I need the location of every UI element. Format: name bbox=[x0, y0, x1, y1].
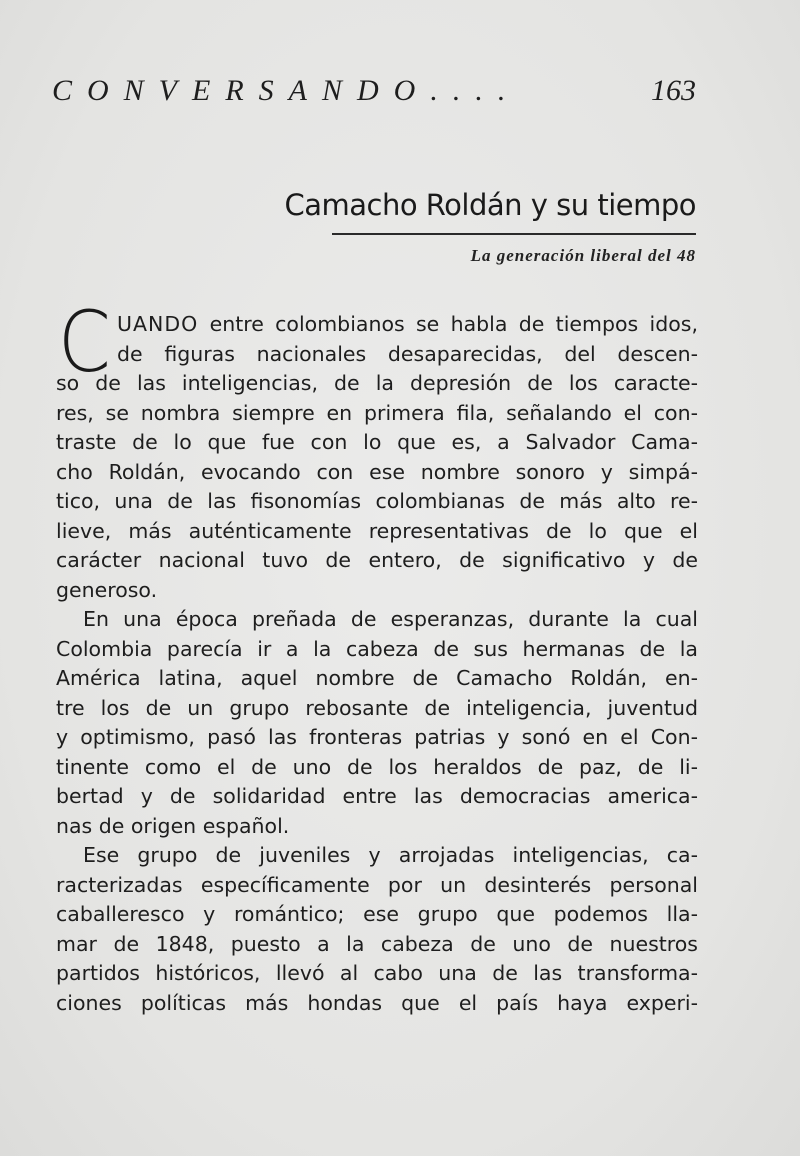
text-line: so de las inteligencias, de la depresión de los caracte- bbox=[56, 371, 698, 395]
text-line: racterizadas específicamente por un desinterés personal bbox=[56, 872, 698, 897]
title-underline bbox=[332, 233, 696, 235]
text-line: tinente como el de uno de los heraldos de paz, de li- bbox=[56, 754, 698, 779]
text-line: traste de lo que fue con lo que es, a Salvador Cama- bbox=[56, 430, 698, 454]
text-line: de figuras nacionales desaparecidas, del descen- bbox=[117, 341, 698, 366]
text-line: bertad y de solidaridad entre las democracias america- bbox=[56, 784, 698, 808]
first-word-smallcaps: UANDO bbox=[117, 312, 199, 336]
text-line: ciones políticas más hondas que el país haya experi- bbox=[56, 990, 698, 1015]
text-line: En una época preñada de esperanzas, durante la cual bbox=[83, 607, 698, 631]
text-line: generoso. bbox=[56, 577, 158, 602]
text-line: lieve, más auténticamente representativas de lo que el bbox=[56, 518, 698, 543]
text-line: mar de 1848, puesto a la cabeza de uno de nuestros bbox=[56, 931, 698, 956]
text-line: Ese grupo de juveniles y arrojadas inteligencias, ca- bbox=[83, 843, 698, 867]
text-line: América latina, aquel nombre de Camacho Roldán, en- bbox=[56, 666, 698, 690]
text-line: Colombia parecía ir a la cabeza de sus hermanas de la bbox=[56, 636, 698, 661]
article-body bbox=[56, 310, 698, 1018]
text-line: nas de origen español. bbox=[56, 813, 290, 838]
text-line: res, se nombra siempre en primera fila, señalando el con- bbox=[56, 400, 698, 425]
text-line: caballeresco y romántico; ese grupo que podemos lla- bbox=[56, 902, 698, 926]
drop-cap: C bbox=[58, 293, 111, 391]
text-line: y optimismo, pasó las fronteras patrias y sonó en el Con- bbox=[56, 725, 698, 749]
text-line bbox=[56, 310, 698, 340]
running-title: CONVERSANDO.... bbox=[52, 74, 521, 107]
text-line: tre los de un grupo rebosante de inteligencia, juventud bbox=[56, 695, 698, 720]
article-subtitle: La generación liberal del 48 bbox=[470, 246, 696, 265]
text-line: tico, una de las fisonomías colombianas de más alto re- bbox=[56, 489, 698, 513]
article-title: Camacho Roldán y su tiempo bbox=[284, 188, 696, 222]
text-line: partidos históricos, llevó al cabo una de las transforma- bbox=[56, 961, 698, 985]
text-line: cho Roldán, evocando con ese nombre sonoro y simpá- bbox=[56, 459, 698, 484]
page-number: 163 bbox=[651, 74, 696, 107]
text-line: carácter nacional tuvo de entero, de significativo y de bbox=[56, 548, 698, 572]
text-line-content: entre colombianos se habla de tiempos idos, bbox=[198, 312, 698, 336]
